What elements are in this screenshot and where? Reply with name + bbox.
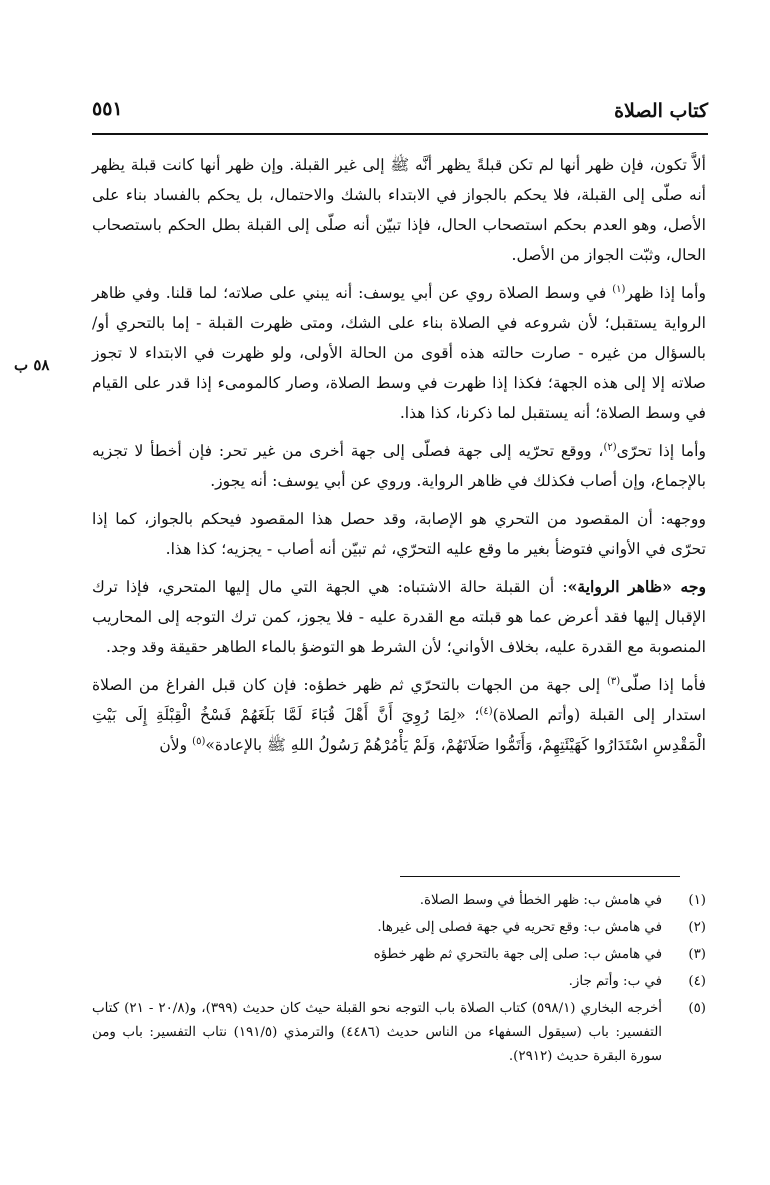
footnote-text: في هامش ب: ظهر الخطأ في وسط الصلاة. <box>419 893 662 908</box>
main-text <box>92 150 706 768</box>
paragraph-text: ، ووقع تحرّيه إلى جهة فصلّى إلى جهة أخرى من غير تحر: فإن أخطأ لا تجزيه بالإجماع، وإن أصاب فكذلك في ظاهر الرواية. وروي عن أبي يوسف: أنه يجوز. <box>92 442 706 490</box>
footnote-text: في ب: وأتم جاز. <box>568 974 662 989</box>
footnote-number: (٢) <box>688 920 706 935</box>
paragraph-3 <box>92 436 706 496</box>
paragraph-text: إلى جهة من الجهات بالتحرّي ثم ظهر خطؤه: فإن كان قبل الفراغ من الصلاة استدار إلى القبلة (وأتم الصلاة) <box>92 676 706 724</box>
footnote-4 <box>92 970 706 994</box>
header-rule <box>92 133 708 135</box>
footnote-5 <box>92 997 706 1069</box>
bold-lead: وجه «ظاهر الرواية» <box>567 577 706 596</box>
running-header <box>92 96 708 130</box>
manuscript-folio-marker: ٥٨ ب <box>14 356 50 374</box>
paragraph-2 <box>92 278 706 428</box>
footnote-1 <box>92 889 706 913</box>
page-number: ٥٥١ <box>92 98 123 120</box>
paragraph-4 <box>92 504 706 564</box>
paragraph-text: في وسط الصلاة روي عن أبي يوسف: أنه يبني على صلاته؛ لما قلنا. وفي ظاهر الرواية يستقبل؛ لأن شروعه في الصلاة بناء على الشك، ومتى ظهرت القبلة - إما بالتحري أو/ بالسؤال من غيره - صارت حالته هذه أقوى من الحالة الأولى، ولو ظهرت في الابتداء لا تجوز صلاته إلا إلى هذه الجهة؛ فكذا إذا ظهرت في وسط الصلاة، وصار كالمومىء إذا قدر على القيام في وسط الصلاة؛ أنه يستقبل لما ذكرنا، كذا هذا. <box>92 284 706 422</box>
paragraph-text: فأما إذا صلّى <box>620 676 707 694</box>
footnote-text: في هامش ب: صلى إلى جهة بالتحري ثم ظهر خطؤه <box>373 947 662 962</box>
footnote-number: (٥) <box>688 1001 706 1016</box>
footnote-number: (٣) <box>688 947 706 962</box>
footnote-ref[interactable]: (٥) <box>192 735 206 747</box>
footnote-ref[interactable]: (٢) <box>603 441 617 453</box>
paragraph-6 <box>92 670 706 760</box>
paragraph-text: وأما إذا ظهر <box>625 284 706 302</box>
chapter-title: كتاب الصلاة <box>614 100 708 122</box>
paragraph-5 <box>92 572 706 662</box>
paragraph-text: ألاَّ تكون، فإن ظهر أنها لم تكن قبلةً يظهر أنَّه ﷺ إلى غير القبلة. وإن ظهر أنها كانت قبلة يظهر أنه صلّى إلى القبلة، فلا يحكم بالجواز في الابتداء بالشك والاحتمال، بل يحكم بالفساد بناء على الأصل، وهو العدم بحكم استصحاب الحال، فإذا تبيّن أنه صلّى إلى القبلة بطل الحكم باستصحاب الحال، وثبّت الجواز من الأصل. <box>92 156 706 264</box>
hadith-quote: ؛ «لِمَا رُوِيَ أَنَّ أَهْلَ قُبَاءَ لَمَّا بَلَغَهُمْ فَسْخُ الْقِبْلَةِ إِلَى بَيْتِ الْمَقْدِسِ اسْتَدَارُوا كَهَيْئَتِهِمْ، وَأَتَمُّوا صَلَاتَهُمْ، وَلَمْ يَأْمُرْهُمْ رَسُولُ اللهِ ﷺ بالإعادة» <box>92 706 706 754</box>
footnote-number: (١) <box>688 893 706 908</box>
paragraph-text: وأما إذا تحرّى <box>616 442 706 460</box>
footnote-text: في هامش ب: وقع تحريه في جهة فصلى إلى غيرها. <box>377 920 662 935</box>
footnote-ref[interactable]: (١) <box>612 283 626 295</box>
footnote-3 <box>92 943 706 967</box>
paragraph-text: ووجهه: أن المقصود من التحري هو الإصابة، وقد حصل هذا المقصود فيحكم بالجواز، كما إذا تحرّى في الأواني فتوضأ بغير ما وقع عليه التحرّي، ثم تبيّن أنه أصاب - يجزيه؛ كذا هذا. <box>92 510 706 558</box>
footnote-rule <box>400 876 680 877</box>
paragraph-1 <box>92 150 706 270</box>
footnotes <box>92 889 706 1072</box>
footnote-2 <box>92 916 706 940</box>
footnote-number: (٤) <box>688 974 706 989</box>
paragraph-text: ولأن <box>159 736 193 754</box>
footnote-ref[interactable]: (٣) <box>606 675 621 687</box>
paragraph-text: : أن القبلة حالة الاشتباه: هي الجهة التي مال إليها المتحري، فإذا ترك الإقبال إليها فقد أعرض عما هو قبلته مع القدرة عليه - فلا يجوز، كمن ترك التوجه إلى المحاريب المنصوبة مع القدرة عليه، بخلاف الأواني؛ لأن الشرط هو التوضؤ بالماء الطاهر حقيقة وقد وجد. <box>92 578 706 656</box>
footnote-text: أخرجه البخاري (٥٩٨/١) كتاب الصلاة باب التوجه نحو القبلة حيث كان حديث (٣٩٩)، و(٢٠/٨ - ٢١) كتاب التفسير: باب (سيقول السفهاء من الناس حديث (٤٤٨٦) والترمذي (١٩١/٥) نتاب التفسير: باب ومن سورة البقرة حديث (٢٩١٢). <box>92 1001 663 1064</box>
footnote-ref[interactable]: (٤) <box>479 705 493 717</box>
